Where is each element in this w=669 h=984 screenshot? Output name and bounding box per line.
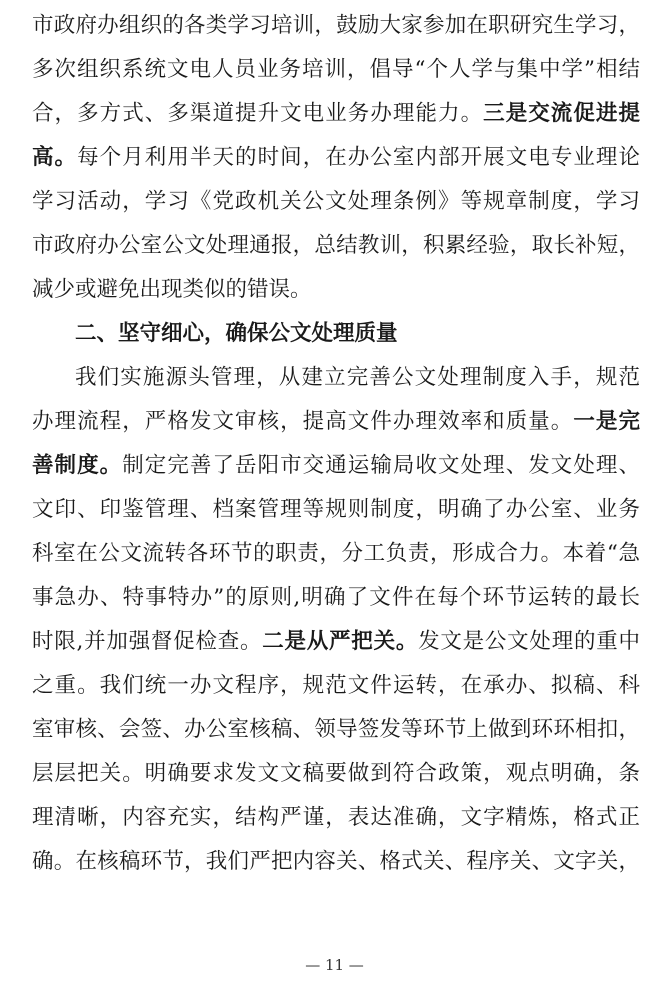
- section-heading: 二、坚守细心，确保公文处理质量: [75, 321, 398, 346]
- text-line-7: 减少或避免出现类似的错误。: [32, 277, 312, 302]
- text-line-3: 合，多方式、多渠道提升文电业务办理能力。三是交流促进提: [32, 101, 640, 126]
- text-line-10: 办理流程，严格发文审核，提高文件办理效率和质量。一是完: [32, 409, 640, 434]
- text-line-11: 善制度。制定完善了岳阳市交通运输局收文处理、发文处理、: [32, 453, 640, 478]
- text-line-9: 我们实施源头管理，从建立完善公文处理制度入手，规范: [75, 365, 640, 390]
- text-line-15: 时限,并加强督促检查。二是从严把关。发文是公文处理的重中: [32, 629, 640, 654]
- text-line-12: 文印、印鉴管理、档案管理等规则制度，明确了办公室、业务: [32, 497, 640, 522]
- text-line-19: 理清晰，内容充实，结构严谨，表达准确，文字精炼，格式正: [32, 805, 640, 830]
- text-line-14: 事急办、特事特办”的原则,明确了文件在每个环节运转的最长: [32, 585, 640, 610]
- text-line-6: 市政府办公室公文处理通报，总结教训，积累经验，取长补短，: [32, 233, 640, 258]
- bold-phrase-third-point-end: 高。: [32, 145, 78, 170]
- text-line-20: 确。在核稿环节，我们严把内容关、格式关、程序关、文字关，: [32, 849, 640, 874]
- text-line-17: 室审核、会签、办公室核稿、领导签发等环节上做到环环相扣，: [32, 717, 640, 742]
- bold-phrase-second-point: 二是从严把关。: [262, 629, 419, 654]
- bold-phrase-third-point: 三是交流促进提: [483, 101, 640, 126]
- text-line-2: 多次组织系统文电人员业务培训，倡导“个人学与集中学”相结: [32, 57, 640, 82]
- bold-phrase-first-point: 一是完: [573, 409, 640, 434]
- text-line-4: 高。每个月利用半天的时间，在办公室内部开展文电专业理论: [32, 145, 640, 170]
- text-line-16: 之重。我们统一办文程序，规范文件运转，在承办、拟稿、科: [32, 673, 640, 698]
- page-number: — 11 —: [305, 956, 364, 974]
- text-line-18: 层层把关。明确要求发文文稿要做到符合政策，观点明确，条: [32, 761, 640, 786]
- bold-phrase-first-point-end: 善制度。: [32, 453, 123, 478]
- text-line-13: 科室在公文流转各环节的职责，分工负责，形成合力。本着“急: [32, 541, 640, 566]
- text-line-1: 市政府办组织的各类学习培训，鼓励大家参加在职研究生学习，: [32, 13, 640, 38]
- text-line-5: 学习活动，学习《党政机关公文处理条例》等规章制度，学习: [32, 189, 640, 214]
